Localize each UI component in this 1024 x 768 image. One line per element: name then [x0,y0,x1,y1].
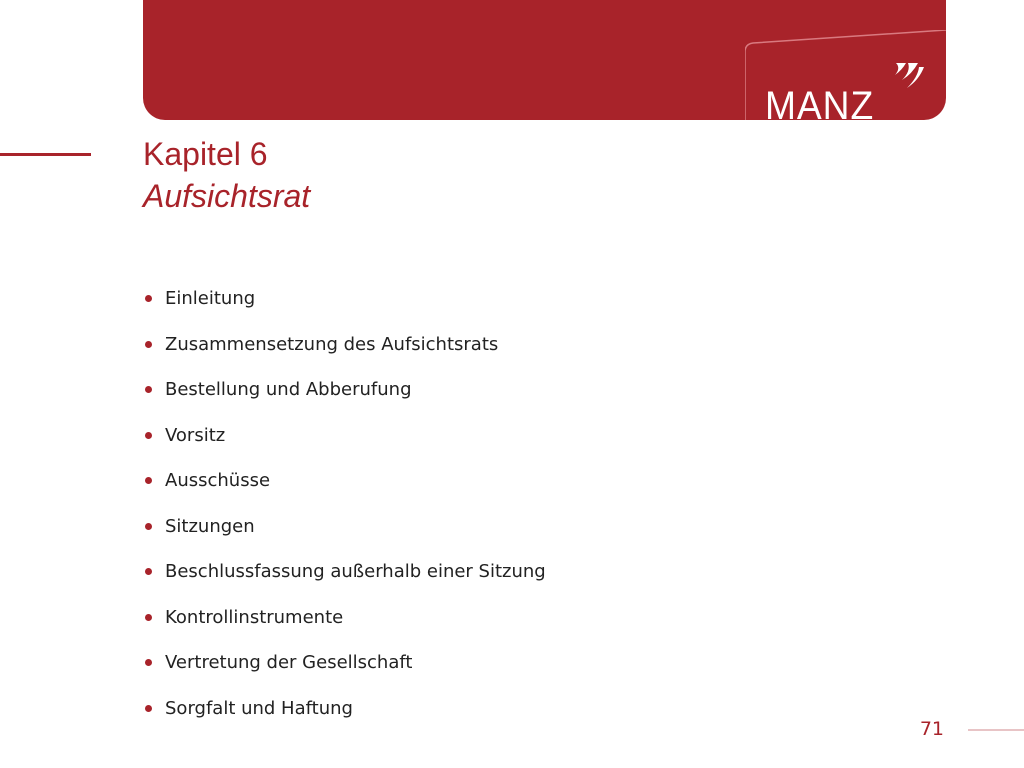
list-item-label: Ausschüsse [165,470,271,491]
list-item-label: Bestellung und Abberufung [165,379,412,400]
list-item [143,467,546,513]
list-item-label: Zusammensetzung des Aufsichtsrats [165,333,499,355]
bullet-dot-icon [145,614,152,621]
list-item-label: Sorgfalt und Haftung [165,697,353,719]
list-item [143,331,546,377]
bullet-dot-icon [145,523,152,530]
list-item-label: Einleitung [165,288,256,309]
footer-accent-rule [968,729,1024,731]
list-item [143,558,546,604]
bullet-dot-icon [145,568,152,575]
list-item [143,422,546,468]
list-item-label: Vorsitz [165,424,226,446]
bullet-dot-icon [145,477,152,484]
bullet-dot-icon [145,295,152,302]
bullet-dot-icon [145,341,152,348]
list-item-label: Beschlussfassung außerhalb einer Sitzung [165,561,546,582]
list-item [143,604,546,650]
manz-logo-icon [893,60,925,90]
title-accent-rule [0,153,91,156]
list-item-label: Kontrollinstrumente [165,606,344,628]
list-item [143,285,546,331]
bullet-dot-icon [145,386,152,393]
bullet-dot-icon [145,432,152,439]
page-number: 71 [919,718,944,740]
list-item [143,513,546,559]
list-item [143,695,546,741]
list-item [143,376,546,422]
list-item-label: Vertretung der Gesellschaft [165,652,413,673]
slide-title: Kapitel 6 [143,136,268,172]
bullet-dot-icon [145,659,152,666]
logo-text: MANZ [765,84,875,128]
slide-subtitle: Aufsichtsrat [143,178,311,214]
list-item-label: Sitzungen [165,515,255,537]
bullet-dot-icon [145,705,152,712]
topic-list [143,285,546,740]
list-item [143,649,546,695]
